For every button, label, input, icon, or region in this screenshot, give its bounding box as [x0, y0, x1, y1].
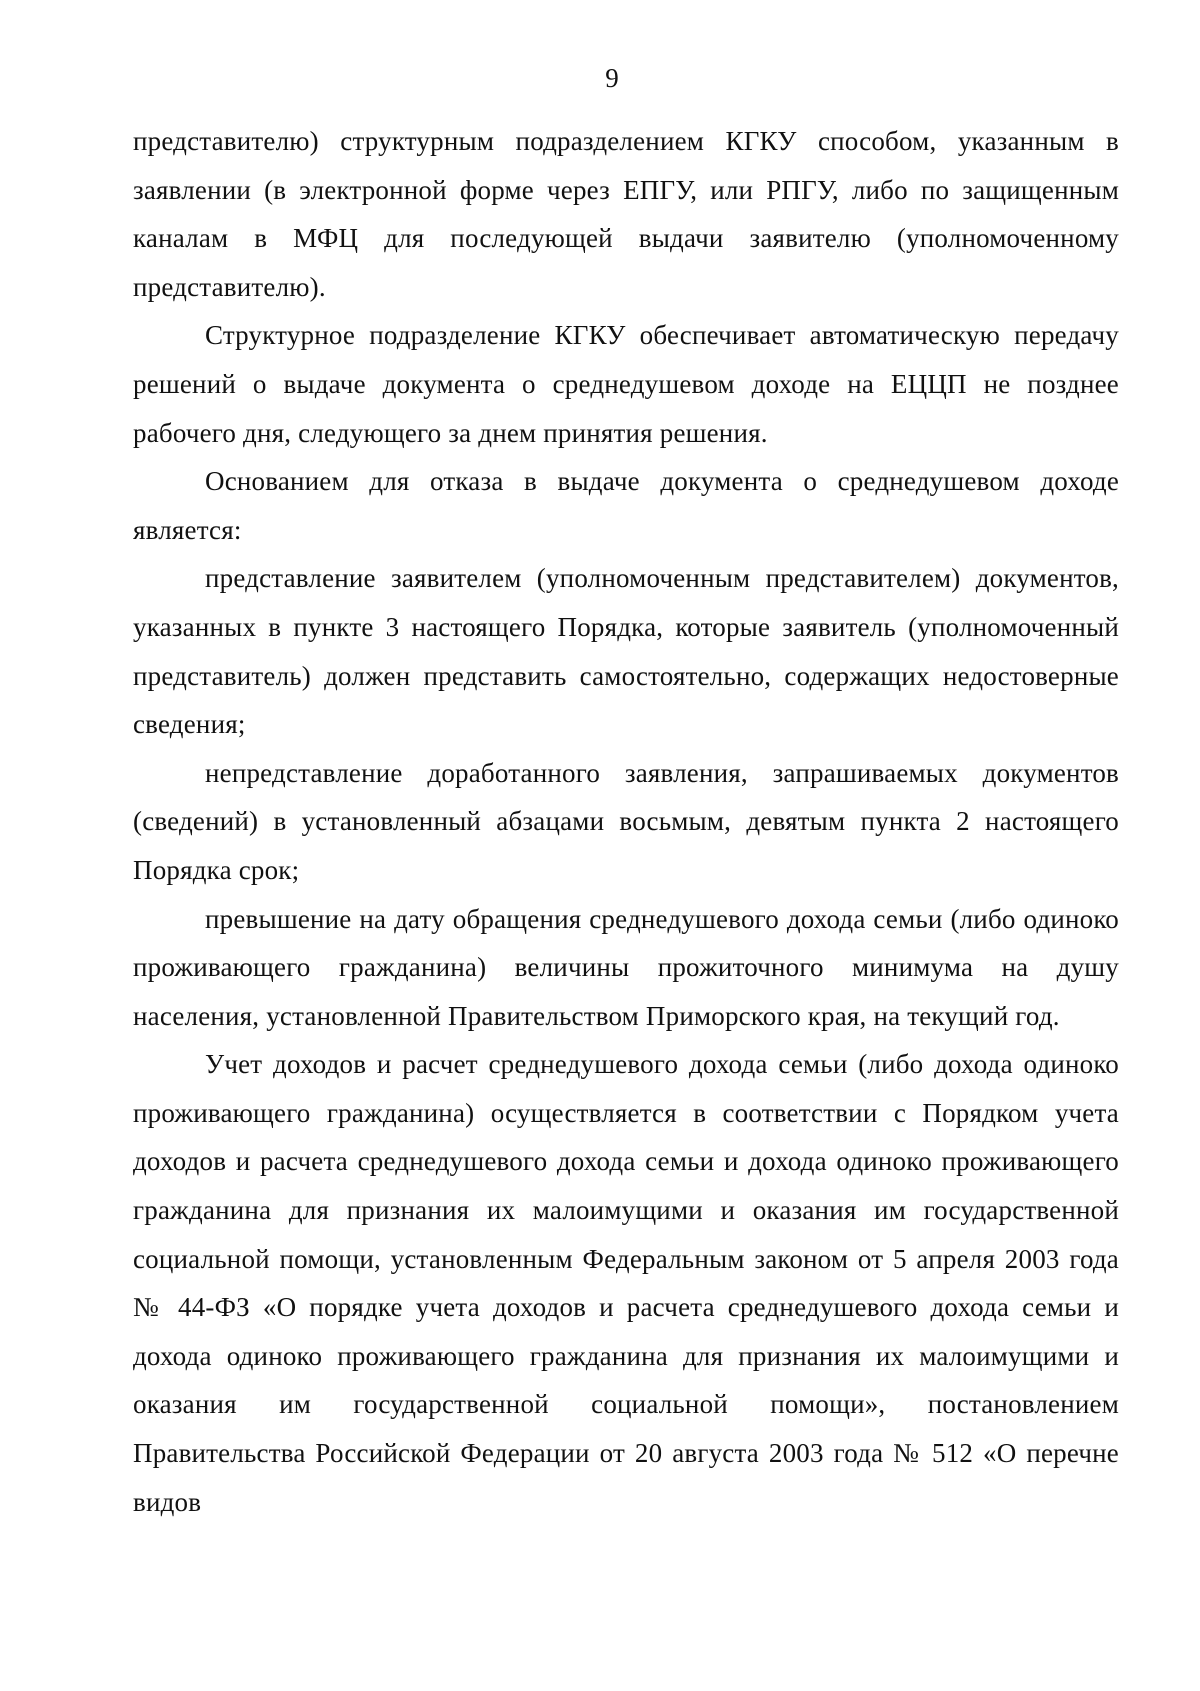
page-number: 9 — [605, 63, 619, 93]
document-body — [133, 117, 1119, 1526]
paragraph-automatic-transfer: Структурное подразделение КГКУ обеспечивает автоматическую передачу решений о выдаче документа о среднедушевом доходе на ЕЦЦП не позднее рабочего дня, следующего за днем принятия решения. — [133, 320, 1119, 448]
paragraph-continuation: представителю) структурным подразделением КГКУ способом, указанным в заявлении (в электронной форме через ЕПГУ, или РПГУ, либо по защищенным каналам в МФЦ для последующей выдачи заявителю (уполномоченному представителю). — [133, 126, 1119, 302]
paragraph-missing-documents: непредставление доработанного заявления, запрашиваемых документов (сведений) в установленный абзацами восьмым, девятым пункта 2 настоящего Порядка срок; — [133, 757, 1119, 885]
paragraph-income-exceeds-minimum: превышение на дату обращения среднедушевого дохода семьи (либо одиноко проживающего гражданина) величины прожиточного минимума на душу населения, установленной Правительством Приморского края, на текущий год. — [133, 903, 1119, 1031]
paragraph-inaccurate-documents: представление заявителем (уполномоченным представителем) документов, указанных в пункте 3 настоящего Порядка, которые заявитель (уполномоченный представитель) должен представить самостоятельно, содержащих недостоверные сведения; — [133, 563, 1119, 740]
paragraph-refusal-grounds: Основанием для отказа в выдаче документа о среднедушевом доходе является: — [133, 466, 1119, 545]
paragraph-income-calculation: Учет доходов и расчет среднедушевого дохода семьи (либо дохода одиноко проживающего гражданина) осуществляется в соответствии с Порядком учета доходов и расчета среднедушевого дохода семьи и дохода одиноко проживающего гражданина для признания их малоимущими и оказания им государственной социальной помощи, установленным Федеральным законом от 5 апреля 2003 года № 44-ФЗ «О порядке учета доходов и расчета среднедушевого дохода семьи и дохода одиноко проживающего гражданина для признания их малоимущими и оказания им государственной социальной помощи», постановлением Правительства Российской Федерации от 20 августа 2003 года № 512 «О перечне видов — [133, 1049, 1119, 1517]
